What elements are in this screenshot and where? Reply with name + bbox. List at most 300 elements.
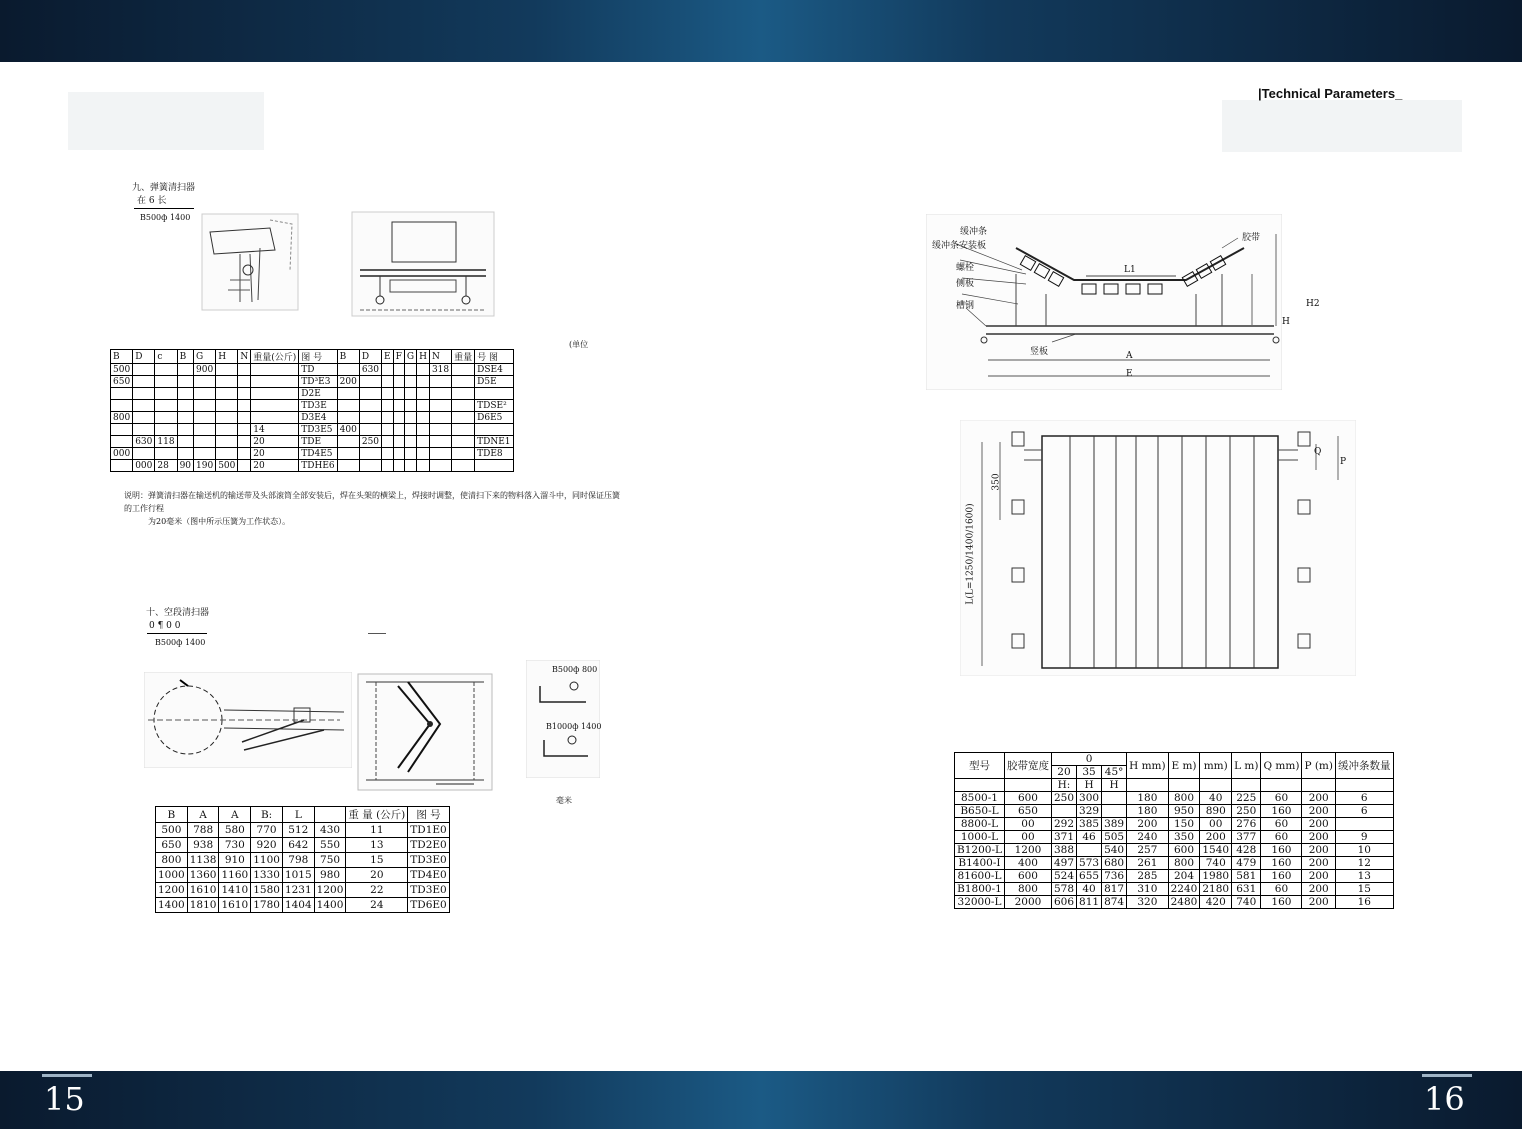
parameters-cell: 225 <box>1232 792 1261 805</box>
parameters-subheader-cell <box>955 779 1005 792</box>
parameters-cell: 200 <box>1302 792 1336 805</box>
parameters-cell: 655 <box>1077 870 1102 883</box>
section10-table-cell: TD1E0 <box>408 823 449 838</box>
section9-table-cell <box>417 436 430 448</box>
section9-table-row <box>111 412 514 424</box>
parameters-cell: 1200 <box>1004 844 1051 857</box>
section10-table-cell: 1400 <box>314 898 346 913</box>
parameters-row <box>955 870 1394 883</box>
section9-table-cell: TD3E5 <box>299 424 337 436</box>
section9-table-cell <box>393 376 404 388</box>
label-E: E <box>1126 369 1133 379</box>
section9-table-header-cell: F <box>393 350 404 364</box>
section9-table-header-cell: E <box>382 350 394 364</box>
parameters-cell: 740 <box>1200 857 1232 870</box>
section10-table-cell: 1780 <box>251 898 283 913</box>
section9-table-cell: D5E <box>475 376 513 388</box>
parameters-cell: 811 <box>1077 896 1102 909</box>
parameters-subheader-cell <box>1302 779 1336 792</box>
section9-note <box>124 489 624 528</box>
page-number-left: 15 <box>44 1080 85 1118</box>
parameters-cell <box>1102 805 1127 818</box>
section9-table-cell: TD³E3 <box>299 376 337 388</box>
section10-table-cell: TD3E0 <box>408 853 449 868</box>
parameters-cell: 600 <box>1004 870 1051 883</box>
section9-table-header-cell: G <box>194 350 216 364</box>
section9-table-header-cell: B <box>111 350 133 364</box>
parameters-subheader-cell: 35 <box>1077 766 1102 779</box>
section9-table-cell <box>382 376 394 388</box>
section9-table-header-cell: D <box>133 350 155 364</box>
parameters-cell: 2000 <box>1004 896 1051 909</box>
parameters-cell: 800 <box>1168 792 1200 805</box>
section9-table-cell: 20 <box>251 448 299 460</box>
section9-table-cell <box>133 424 155 436</box>
section9-table-cell <box>133 412 155 424</box>
section9-table-cell <box>194 436 216 448</box>
parameters-subheader-cell <box>1261 779 1302 792</box>
parameters-cell: 420 <box>1200 896 1232 909</box>
parameters-cell: 15 <box>1336 883 1394 896</box>
parameters-cell: 60 <box>1261 818 1302 831</box>
section10-table-cell: 500 <box>156 823 188 838</box>
section10-table-cell: 798 <box>282 853 314 868</box>
section10-title: 十、空段清扫器 <box>146 608 210 618</box>
parameters-header-cell: L m) <box>1232 753 1261 779</box>
section9-table-cell: 28 <box>155 460 177 472</box>
section9-table-cell: TDHE6 <box>299 460 337 472</box>
section9-table-cell <box>194 376 216 388</box>
section9-table-cell <box>452 364 475 376</box>
faded-header-left <box>68 92 264 150</box>
parameters-cell: 740 <box>1232 896 1261 909</box>
section9-table-cell <box>251 364 299 376</box>
section10-table-cell: 642 <box>282 838 314 853</box>
idle-cleaner-detail-drawings <box>526 660 600 778</box>
section10-table-cell: 1138 <box>187 853 219 868</box>
parameters-cell: 12 <box>1336 857 1394 870</box>
section9-table-header-cell: G <box>404 350 416 364</box>
section10-table-header-cell: 重 量 (公斤) <box>346 807 408 823</box>
section10-table-row <box>156 853 450 868</box>
section9-table-cell <box>238 400 251 412</box>
parameters-subheader-cell <box>1232 779 1261 792</box>
section9-table-cell <box>393 412 404 424</box>
section10-table-cell: 22 <box>346 883 408 898</box>
section9-table-cell <box>238 376 251 388</box>
section9-table-cell <box>155 400 177 412</box>
section9-table-cell <box>177 436 193 448</box>
section9-table-cell <box>111 400 133 412</box>
section9-table-header-cell: 重量 <box>452 350 475 364</box>
parameters-cell: 160 <box>1261 870 1302 883</box>
section9-table-cell <box>393 400 404 412</box>
section9-table-cell <box>133 364 155 376</box>
section9-table-cell <box>155 364 177 376</box>
section9-table-cell <box>111 424 133 436</box>
section10-table <box>155 806 450 913</box>
parameters-row <box>955 896 1394 909</box>
section9-table-cell <box>475 424 513 436</box>
parameters-cell: 350 <box>1168 831 1200 844</box>
section9-table-cell <box>417 376 430 388</box>
section9-table-cell <box>475 460 513 472</box>
parameters-header-cell: E m) <box>1168 753 1200 779</box>
section9-table-cell <box>155 412 177 424</box>
parameters-row <box>955 818 1394 831</box>
section9-table-cell <box>417 400 430 412</box>
section9-table-cell <box>216 388 238 400</box>
section9-table-cell <box>337 388 359 400</box>
section9-title: 九、弹簧清扫器 <box>132 183 196 193</box>
label-P: P <box>1340 457 1347 467</box>
section9-table-cell: 20 <box>251 436 299 448</box>
label-buffer-mount: 缓冲条安装板 <box>932 241 987 251</box>
parameters-cell: 606 <box>1051 896 1076 909</box>
parameters-cell: 6 <box>1336 805 1394 818</box>
parameters-cell: 573 <box>1077 857 1102 870</box>
section9-table-header-cell: D <box>359 350 381 364</box>
idle-cleaner-top-drawing <box>356 672 494 792</box>
section9-table-cell <box>155 424 177 436</box>
section10-table-cell: 1610 <box>187 883 219 898</box>
section9-table-cell <box>452 400 475 412</box>
section9-table-cell: 190 <box>194 460 216 472</box>
parameters-cell: 497 <box>1051 857 1076 870</box>
section10-table-cell: 1404 <box>282 898 314 913</box>
label-belt: 胶带 <box>1242 233 1261 243</box>
section9-table-cell <box>177 448 193 460</box>
label-350: 350 <box>991 473 1002 491</box>
section9-table-cell <box>177 424 193 436</box>
section9-table-cell <box>393 388 404 400</box>
parameters-cell: 320 <box>1127 896 1169 909</box>
section9-table-cell <box>359 400 381 412</box>
parameters-cell: 540 <box>1102 844 1127 857</box>
section9-table-cell <box>417 412 430 424</box>
section10-table-cell: 1580 <box>251 883 283 898</box>
section9-table-row <box>111 400 514 412</box>
parameters-cell: 650 <box>1004 805 1051 818</box>
section9-table-cell <box>452 448 475 460</box>
parameters-header-cell: 0 <box>1051 753 1126 766</box>
section9-table-cell <box>216 364 238 376</box>
section9-table-cell <box>133 448 155 460</box>
label-side-plate: 侧板 <box>956 279 975 289</box>
section10-table-cell: 730 <box>219 838 251 853</box>
parameters-header-cell: H mm) <box>1127 753 1169 779</box>
parameters-cell: 300 <box>1077 792 1102 805</box>
parameters-cell: 1540 <box>1200 844 1232 857</box>
parameters-cell: 200 <box>1302 896 1336 909</box>
section10-table-cell: 1610 <box>219 898 251 913</box>
section9-table-cell <box>359 424 381 436</box>
section9-table-cell <box>251 412 299 424</box>
section9-table-cell <box>429 412 451 424</box>
section9-table-cell: D2E <box>299 388 337 400</box>
parameters-cell: 1000-L <box>955 831 1005 844</box>
section9-table-cell <box>382 460 394 472</box>
parameters-cell: 180 <box>1127 805 1169 818</box>
parameters-row <box>955 883 1394 896</box>
label-bolt: 螺栓 <box>956 263 975 273</box>
parameters-cell: 388 <box>1051 844 1076 857</box>
section9-table-cell: TD4E5 <box>299 448 337 460</box>
section9-table-cell <box>251 400 299 412</box>
section9-table-cell <box>238 412 251 424</box>
section9-table-cell <box>337 412 359 424</box>
section9-table-cell <box>337 460 359 472</box>
section9-note-line2: 为20毫米（图中所示压簧为工作状态）。 <box>148 517 291 526</box>
parameters-cell: 578 <box>1051 883 1076 896</box>
section9-table-cell: 200 <box>337 376 359 388</box>
parameters-cell: 200 <box>1302 883 1336 896</box>
section9-table-cell: 250 <box>359 436 381 448</box>
section9-table-header-cell: H <box>417 350 430 364</box>
parameters-cell: 00 <box>1200 818 1232 831</box>
parameters-cell: 60 <box>1261 883 1302 896</box>
parameters-subheader-cell: 45° <box>1102 766 1127 779</box>
section9-table-header-cell: 重量(公斤) <box>251 350 299 364</box>
section9-table-cell <box>429 448 451 460</box>
section10-mark <box>368 633 386 634</box>
parameters-cell: 46 <box>1077 831 1102 844</box>
parameters-cell: 371 <box>1051 831 1076 844</box>
parameters-subheader-cell <box>1200 779 1232 792</box>
section10-table-cell: 11 <box>346 823 408 838</box>
section9-table-cell <box>251 388 299 400</box>
parameters-cell: 150 <box>1168 818 1200 831</box>
section9-table-cell <box>111 388 133 400</box>
parameters-cell <box>1336 818 1394 831</box>
parameters-cell: 6 <box>1336 792 1394 805</box>
section9-table-row <box>111 388 514 400</box>
parameters-cell: 400 <box>1004 857 1051 870</box>
parameters-cell: 180 <box>1127 792 1169 805</box>
section10-table-cell: 650 <box>156 838 188 853</box>
spring-cleaner-side-drawing <box>200 210 300 312</box>
section9-table-cell <box>417 448 430 460</box>
parameters-cell: 8800-L <box>955 818 1005 831</box>
label-H2: H2 <box>1306 299 1320 309</box>
parameters-row <box>955 792 1394 805</box>
section9-table-cell: D3E4 <box>299 412 337 424</box>
parameters-cell: 631 <box>1232 883 1261 896</box>
section9-table-cell: 90 <box>177 460 193 472</box>
parameters-cell <box>1077 844 1102 857</box>
section9-table-row <box>111 460 514 472</box>
section10-table-row <box>156 898 450 913</box>
section9-table-cell <box>452 388 475 400</box>
section9-table-cell <box>393 460 404 472</box>
section9-table-cell <box>155 376 177 388</box>
section9-table-cell: 14 <box>251 424 299 436</box>
parameters-cell: 389 <box>1102 818 1127 831</box>
label-Q: Q <box>1314 447 1322 457</box>
section9-table-cell <box>359 460 381 472</box>
section9-table-cell <box>194 448 216 460</box>
parameters-table <box>954 752 1394 909</box>
section9-table-cell <box>133 376 155 388</box>
section9-table-cell <box>359 388 381 400</box>
section10-table-cell: 20 <box>346 868 408 883</box>
parameters-cell: 200 <box>1302 805 1336 818</box>
section10-unit: 毫米 <box>556 796 572 805</box>
label-vertical-plate: 竖板 <box>1030 347 1049 357</box>
section9-table-cell <box>337 436 359 448</box>
section9-table-cell <box>251 376 299 388</box>
section9-table-cell: 318 <box>429 364 451 376</box>
section9-table-cell: 630 <box>133 436 155 448</box>
section9-table-cell <box>238 364 251 376</box>
section10-table-cell: 1810 <box>187 898 219 913</box>
section10-table-row <box>156 868 450 883</box>
section9-rule <box>134 208 194 209</box>
section9-table-cell: 630 <box>359 364 381 376</box>
section9-table-cell: 000 <box>111 448 133 460</box>
section9-table-cell <box>238 388 251 400</box>
parameters-cell: 874 <box>1102 896 1127 909</box>
section10-table-header-cell: L <box>282 807 314 823</box>
section9-table <box>110 349 514 472</box>
section9-table-cell <box>216 400 238 412</box>
section9-table-cell: D6E5 <box>475 412 513 424</box>
parameters-header-cell: 缓冲条数量 <box>1336 753 1394 779</box>
section9-table-cell <box>194 412 216 424</box>
buffer-bed-plan-drawing <box>960 420 1356 676</box>
section9-table-cell: 800 <box>111 412 133 424</box>
section9-table-cell <box>452 376 475 388</box>
section9-table-cell <box>216 436 238 448</box>
section9-table-cell <box>429 424 451 436</box>
section9-table-header-cell: B <box>177 350 193 364</box>
bottom-banner <box>0 1071 1522 1129</box>
section9-table-cell <box>452 412 475 424</box>
section9-table-cell <box>429 376 451 388</box>
parameters-cell: 257 <box>1127 844 1169 857</box>
section10-table-cell: 24 <box>346 898 408 913</box>
section9-table-header-cell: 图 号 <box>299 350 337 364</box>
parameters-cell: 160 <box>1261 857 1302 870</box>
section9-table-cell <box>382 400 394 412</box>
section10-table-cell: 920 <box>251 838 283 853</box>
parameters-cell: 385 <box>1077 818 1102 831</box>
label-H: H <box>1282 317 1290 327</box>
label-L1: L1 <box>1124 265 1136 275</box>
section9-table-header-cell: 号 图 <box>475 350 513 364</box>
section9-table-cell: 000 <box>133 460 155 472</box>
section9-table-header-cell: N <box>429 350 451 364</box>
section9-table-cell <box>337 448 359 460</box>
section9-table-cell <box>417 388 430 400</box>
parameters-cell: 9 <box>1336 831 1394 844</box>
section9-table-cell <box>238 436 251 448</box>
parameters-cell: 00 <box>1004 818 1051 831</box>
section10-table-cell: 550 <box>314 838 346 853</box>
section9-table-cell <box>177 412 193 424</box>
section9-table-cell <box>404 424 416 436</box>
section10-rule <box>147 633 207 634</box>
section9-table-cell: 900 <box>194 364 216 376</box>
section9-table-cell: 20 <box>251 460 299 472</box>
parameters-cell: 479 <box>1232 857 1261 870</box>
idle-cleaner-side-drawing <box>144 672 352 768</box>
section9-table-cell: 500 <box>111 364 133 376</box>
section10-table-cell: 1160 <box>219 868 251 883</box>
section10-spec: B500ф 1400 <box>155 638 206 647</box>
parameters-cell: 60 <box>1261 831 1302 844</box>
section9-table-header-cell: B <box>337 350 359 364</box>
parameters-header-cell: 型号 <box>955 753 1005 779</box>
section9-table-cell <box>452 424 475 436</box>
label-channel: 槽钢 <box>956 301 975 311</box>
detail-label-1: B500ф 800 <box>552 665 598 674</box>
parameters-cell: 160 <box>1261 844 1302 857</box>
section9-table-cell <box>452 460 475 472</box>
section9-table-cell: 650 <box>111 376 133 388</box>
parameters-subheader-row-2 <box>955 779 1394 792</box>
section9-subtitle: 在 6 长 <box>137 196 167 206</box>
parameters-cell: 250 <box>1232 805 1261 818</box>
section10-table-cell: 15 <box>346 853 408 868</box>
section9-table-cell <box>337 364 359 376</box>
parameters-cell: B1200-L <box>955 844 1005 857</box>
section9-table-cell <box>359 376 381 388</box>
section9-table-cell: DSE4 <box>475 364 513 376</box>
parameters-cell: 2180 <box>1200 883 1232 896</box>
section10-table-cell: TD2E0 <box>408 838 449 853</box>
section9-table-cell <box>177 376 193 388</box>
parameters-cell: 276 <box>1232 818 1261 831</box>
section9-table-cell <box>382 436 394 448</box>
section10-table-cell: 1200 <box>314 883 346 898</box>
parameters-cell: 261 <box>1127 857 1169 870</box>
parameters-cell: 581 <box>1232 870 1261 883</box>
parameters-row <box>955 831 1394 844</box>
section10-table-cell: 1330 <box>251 868 283 883</box>
parameters-cell: B650-L <box>955 805 1005 818</box>
parameters-cell: 285 <box>1127 870 1169 883</box>
parameters-cell: 950 <box>1168 805 1200 818</box>
section9-table-cell: TD <box>299 364 337 376</box>
label-A: A <box>1126 351 1133 361</box>
parameters-cell: 00 <box>1004 831 1051 844</box>
section9-table-cell <box>238 424 251 436</box>
section10-table-cell: 800 <box>156 853 188 868</box>
parameters-cell: 13 <box>1336 870 1394 883</box>
parameters-cell: 736 <box>1102 870 1127 883</box>
parameters-cell: 329 <box>1077 805 1102 818</box>
parameters-cell: 16 <box>1336 896 1394 909</box>
label-buffer-strip: 缓冲条 <box>960 227 988 237</box>
parameters-cell: 8500-1 <box>955 792 1005 805</box>
parameters-cell: 428 <box>1232 844 1261 857</box>
parameters-row <box>955 857 1394 870</box>
section10-table-cell: TD4E0 <box>408 868 449 883</box>
section9-table-cell: TDNE1 <box>475 436 513 448</box>
section9-table-cell <box>404 460 416 472</box>
parameters-cell: 890 <box>1200 805 1232 818</box>
section9-table-cell: 118 <box>155 436 177 448</box>
section9-table-cell: 400 <box>337 424 359 436</box>
section9-table-cell <box>382 424 394 436</box>
section10-table-cell: 1015 <box>282 868 314 883</box>
detail-label-2: B1000ф 1400 <box>546 722 602 731</box>
section9-table-cell <box>475 388 513 400</box>
section9-table-cell <box>155 448 177 460</box>
section9-table-cell <box>359 412 381 424</box>
header-bar: | <box>1258 86 1262 101</box>
